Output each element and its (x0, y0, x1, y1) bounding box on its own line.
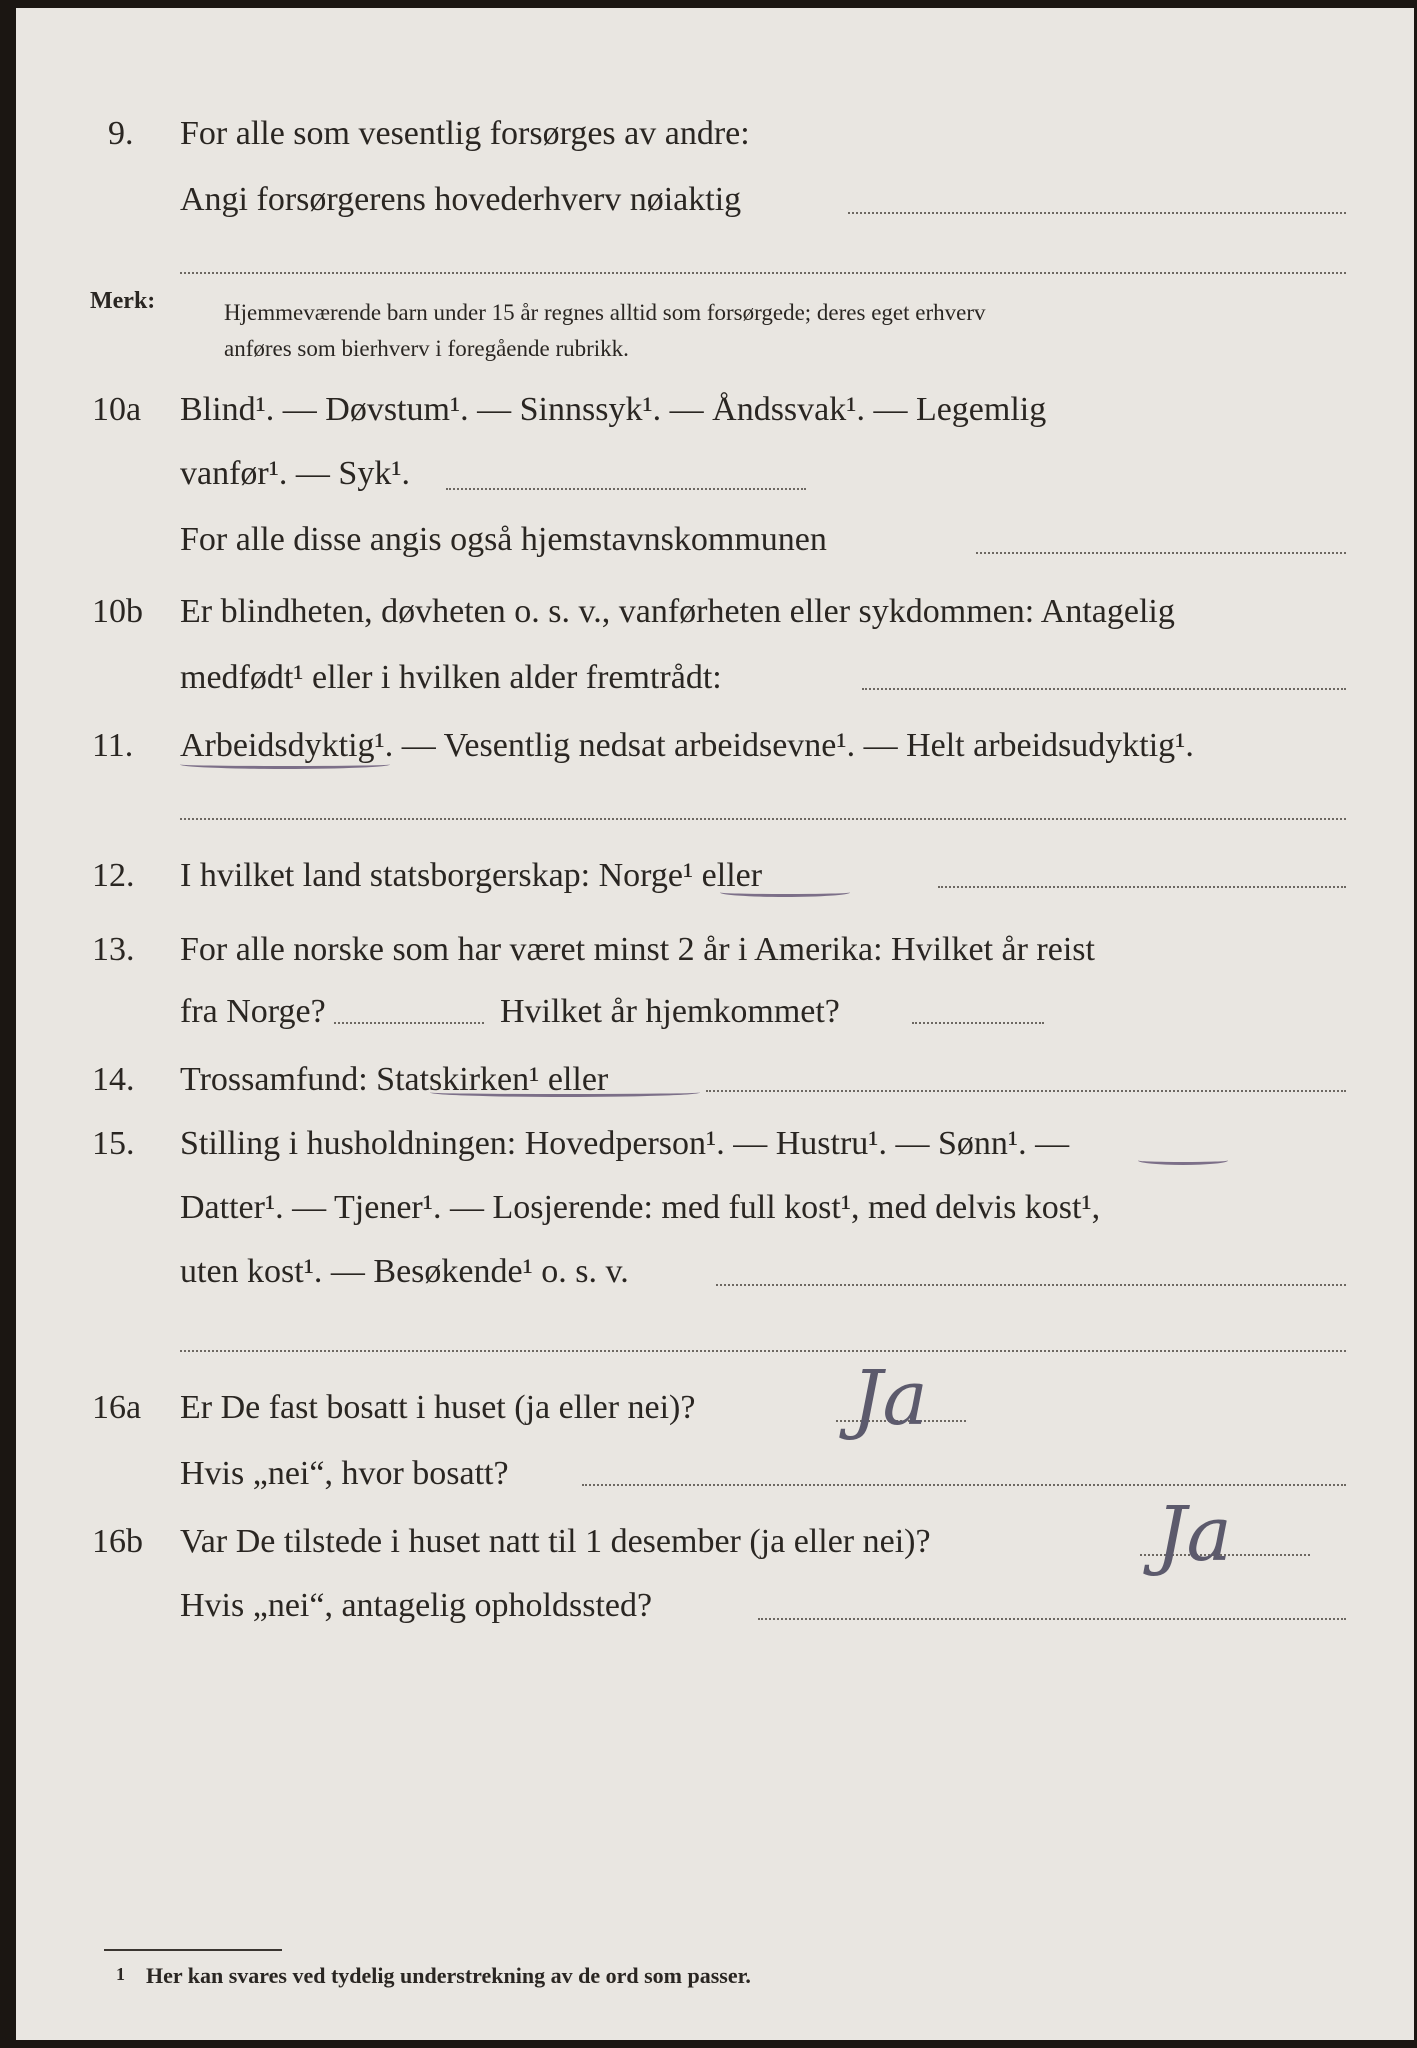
q16a-question: Er De fast bosatt i huset (ja eller nei)? (180, 1389, 696, 1426)
footnote-rule (104, 1949, 282, 1951)
q9-answer-line-2[interactable] (180, 272, 1346, 274)
q12-answer-line[interactable] (938, 886, 1346, 888)
q16a-handwritten-answer: Ja (852, 1353, 928, 1442)
q9-answer-line[interactable] (848, 212, 1346, 214)
q10b-line-1: Er blindheten, døvheten o. s. v., vanførheten eller sykdommen: Antagelig (180, 593, 1175, 630)
q16b-handwritten-answer: Ja (1156, 1489, 1232, 1578)
q11-answer-line[interactable] (180, 818, 1346, 820)
q9-number: 9. (108, 115, 134, 152)
merk-label: Merk: (90, 288, 156, 314)
merk-text-line-2: anføres som bierhverv i foregående rubrikk. (224, 336, 629, 361)
q15-answer-line-2[interactable] (180, 1350, 1346, 1352)
q16b-followup: Hvis „nei“, antagelig opholdssted? (180, 1587, 653, 1624)
q16b-question: Var De tilstede i huset natt til 1 desember (ja eller nei)? (180, 1523, 931, 1560)
q13-return-line[interactable] (912, 1022, 1044, 1024)
q13-departure-line[interactable] (334, 1022, 484, 1024)
q13-line-2a: fra Norge? (180, 993, 326, 1030)
footnote-text: Her kan svares ved tydelig understrekning av de ord som passer. (146, 1963, 751, 1988)
q10a-municipality-line[interactable] (976, 552, 1346, 554)
q10a-answer-line[interactable] (446, 488, 806, 490)
q14-answer-line[interactable] (706, 1090, 1346, 1092)
q11-options: Arbeidsdyktig¹. — Vesentlig nedsat arbeidsevne¹. — Helt arbeidsudyktig¹. (180, 727, 1194, 764)
q15-answer-line[interactable] (716, 1284, 1346, 1286)
q9-question: For alle som vesentlig forsørges av andre: (180, 115, 750, 152)
q10b-number: 10b (92, 593, 143, 630)
q11-number: 11. (92, 727, 134, 764)
q12-number: 12. (92, 857, 135, 894)
q10b-answer-line[interactable] (862, 688, 1346, 690)
q14-underline-mark (430, 1088, 700, 1097)
q11-underline-mark (180, 760, 390, 769)
q15-underline-mark (1138, 1156, 1228, 1165)
merk-text-line-1: Hjemmeværende barn under 15 år regnes alltid som forsørgede; deres eget erhverv (224, 300, 986, 325)
q15-number: 15. (92, 1125, 135, 1162)
q12-question: I hvilket land statsborgerskap: Norge¹ eller (180, 857, 763, 894)
q13-line-1: For alle norske som har været minst 2 år i Amerika: Hvilket år reist (180, 931, 1095, 968)
q16a-followup-line[interactable] (582, 1484, 1346, 1486)
q10a-line-2: vanfør¹. — Syk¹. (180, 455, 411, 492)
q10a-line-1: Blind¹. — Døvstum¹. — Sinnssyk¹. — Åndssvak¹. — Legemlig (180, 391, 1047, 428)
census-form-page (16, 8, 1414, 2040)
q14-question: Trossamfund: Statskirken¹ eller (180, 1061, 609, 1098)
q10a-number: 10a (92, 391, 142, 428)
q15-line-2: Datter¹. — Tjener¹. — Losjerende: med full kost¹, med delvis kost¹, (180, 1189, 1101, 1226)
q15-line-3: uten kost¹. — Besøkende¹ o. s. v. (180, 1253, 629, 1290)
q10b-line-2: medfødt¹ eller i hvilken alder fremtrådt: (180, 659, 722, 696)
q15-line-1: Stilling i husholdningen: Hovedperson¹. — Hustru¹. — Sønn¹. — (180, 1125, 1070, 1162)
q14-number: 14. (92, 1061, 135, 1098)
q13-number: 13. (92, 931, 135, 968)
q12-underline-mark (720, 888, 850, 897)
q16b-followup-line[interactable] (758, 1618, 1346, 1620)
footnote-mark: 1 (116, 1964, 125, 1984)
q16a-followup: Hvis „nei“, hvor bosatt? (180, 1455, 509, 1492)
q10a-line-3: For alle disse angis også hjemstavnskommunen (180, 521, 827, 558)
q16a-number: 16a (92, 1389, 142, 1426)
q9-subquestion: Angi forsørgerens hovederhverv nøiaktig (180, 181, 742, 218)
q16b-number: 16b (92, 1523, 143, 1560)
q13-line-2b: Hvilket år hjemkommet? (500, 993, 840, 1030)
